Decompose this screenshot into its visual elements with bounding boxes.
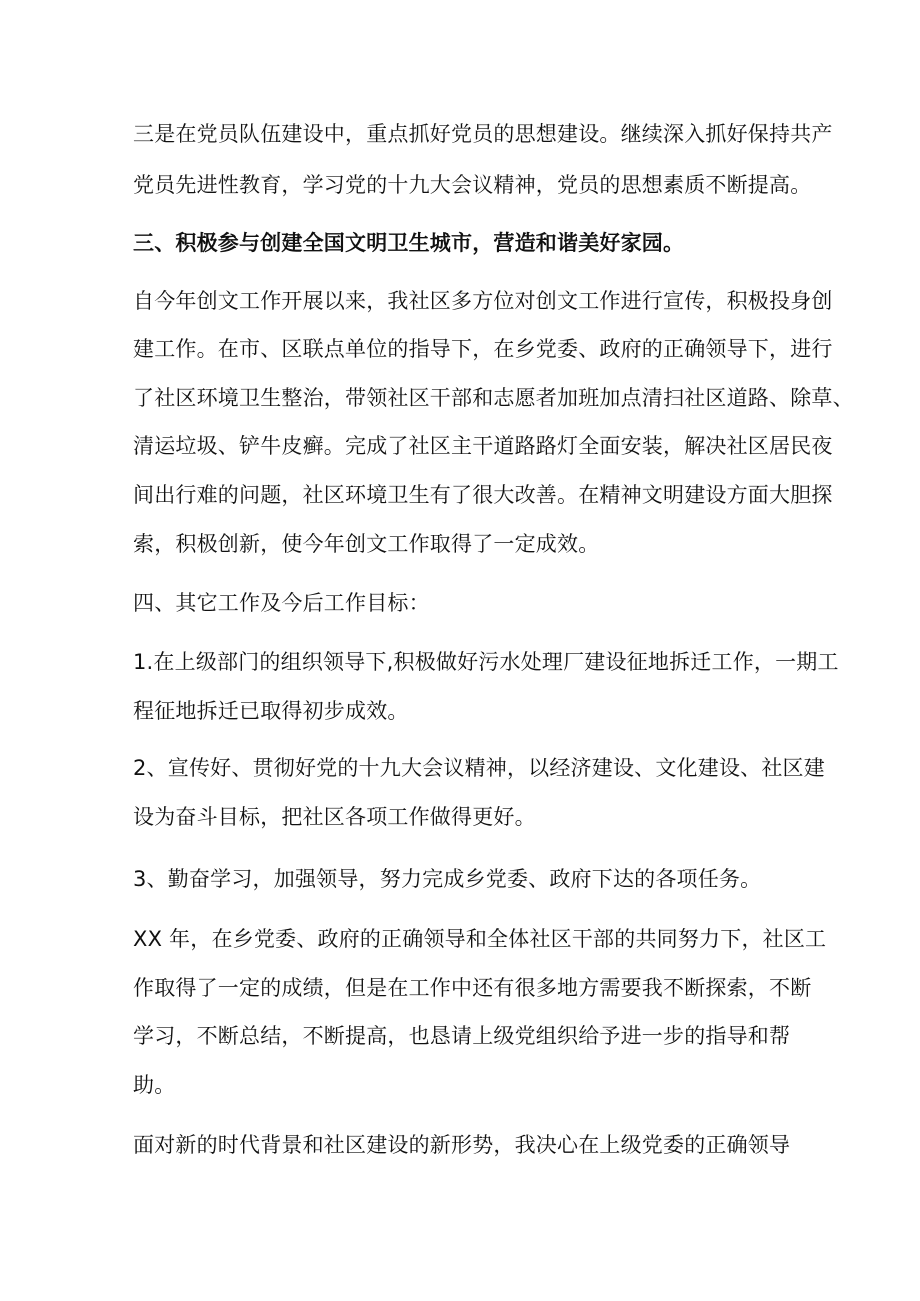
section-heading-3: 三、积极参与创建全国文明卫生城市，营造和谐美好家园。: [133, 231, 685, 255]
summary-line-3: 学习，不断总结，不断提高，也恳请上级党组织给予进一步的指导和帮: [133, 1024, 791, 1048]
summary-line-4: 助。: [133, 1073, 176, 1097]
summary-line-2: 作取得了一定的成绩，但是在工作中还有很多地方需要我不断探索，不断: [133, 976, 812, 1000]
section-heading-4: 四、其它工作及今后工作目标：: [133, 591, 430, 615]
paragraph-1-line-2: 党员先进性教育，学习党的十九大会议精神，党员的思想素质不断提高。: [133, 173, 812, 197]
item-3-line-1: 3、勤奋学习，加强领导，努力完成乡党委、政府下达的各项任务。: [133, 867, 762, 891]
summary-line-1: XX 年，在乡党委、政府的正确领导和全体社区干部的共同努力下，社区工: [133, 927, 827, 951]
paragraph-3-line-2: 建工作。在市、区联点单位的指导下，在乡党委、政府的正确领导下，进行: [133, 337, 833, 361]
paragraph-3-line-4: 清运垃圾、铲牛皮癣。完成了社区主干道路路灯全面安装，解决社区居民夜: [133, 434, 833, 458]
paragraph-3-line-6: 索，积极创新，使今年创文工作取得了一定成效。: [133, 532, 600, 556]
paragraph-3-line-5: 间出行难的问题，社区环境卫生有了很大改善。在精神文明建设方面大胆探: [133, 483, 833, 507]
closing-line-1: 面对新的时代背景和社区建设的新形势，我决心在上级党委的正确领导: [133, 1133, 791, 1157]
item-1-line-1: 1.在上级部门的组织领导下,积极做好污水处理厂建设征地拆迁工作，一期工: [133, 650, 839, 674]
item-1-line-2: 程征地拆迁已取得初步成效。: [133, 699, 409, 723]
paragraph-1-line-1: 三是在党员队伍建设中，重点抓好党员的思想建设。继续深入抓好保持共产: [133, 122, 833, 146]
item-2-line-2: 设为奋斗目标，把社区各项工作做得更好。: [133, 805, 536, 829]
paragraph-3-line-1: 自今年创文工作开展以来，我社区多方位对创文工作进行宣传，积极投身创: [133, 289, 833, 313]
paragraph-3-line-3: 了社区环境卫生整治，带领社区干部和志愿者加班加点清扫社区道路、除草、: [133, 386, 854, 410]
item-2-line-1: 2、宣传好、贯彻好党的十九大会议精神，以经济建设、文化建设、社区建: [133, 756, 825, 780]
